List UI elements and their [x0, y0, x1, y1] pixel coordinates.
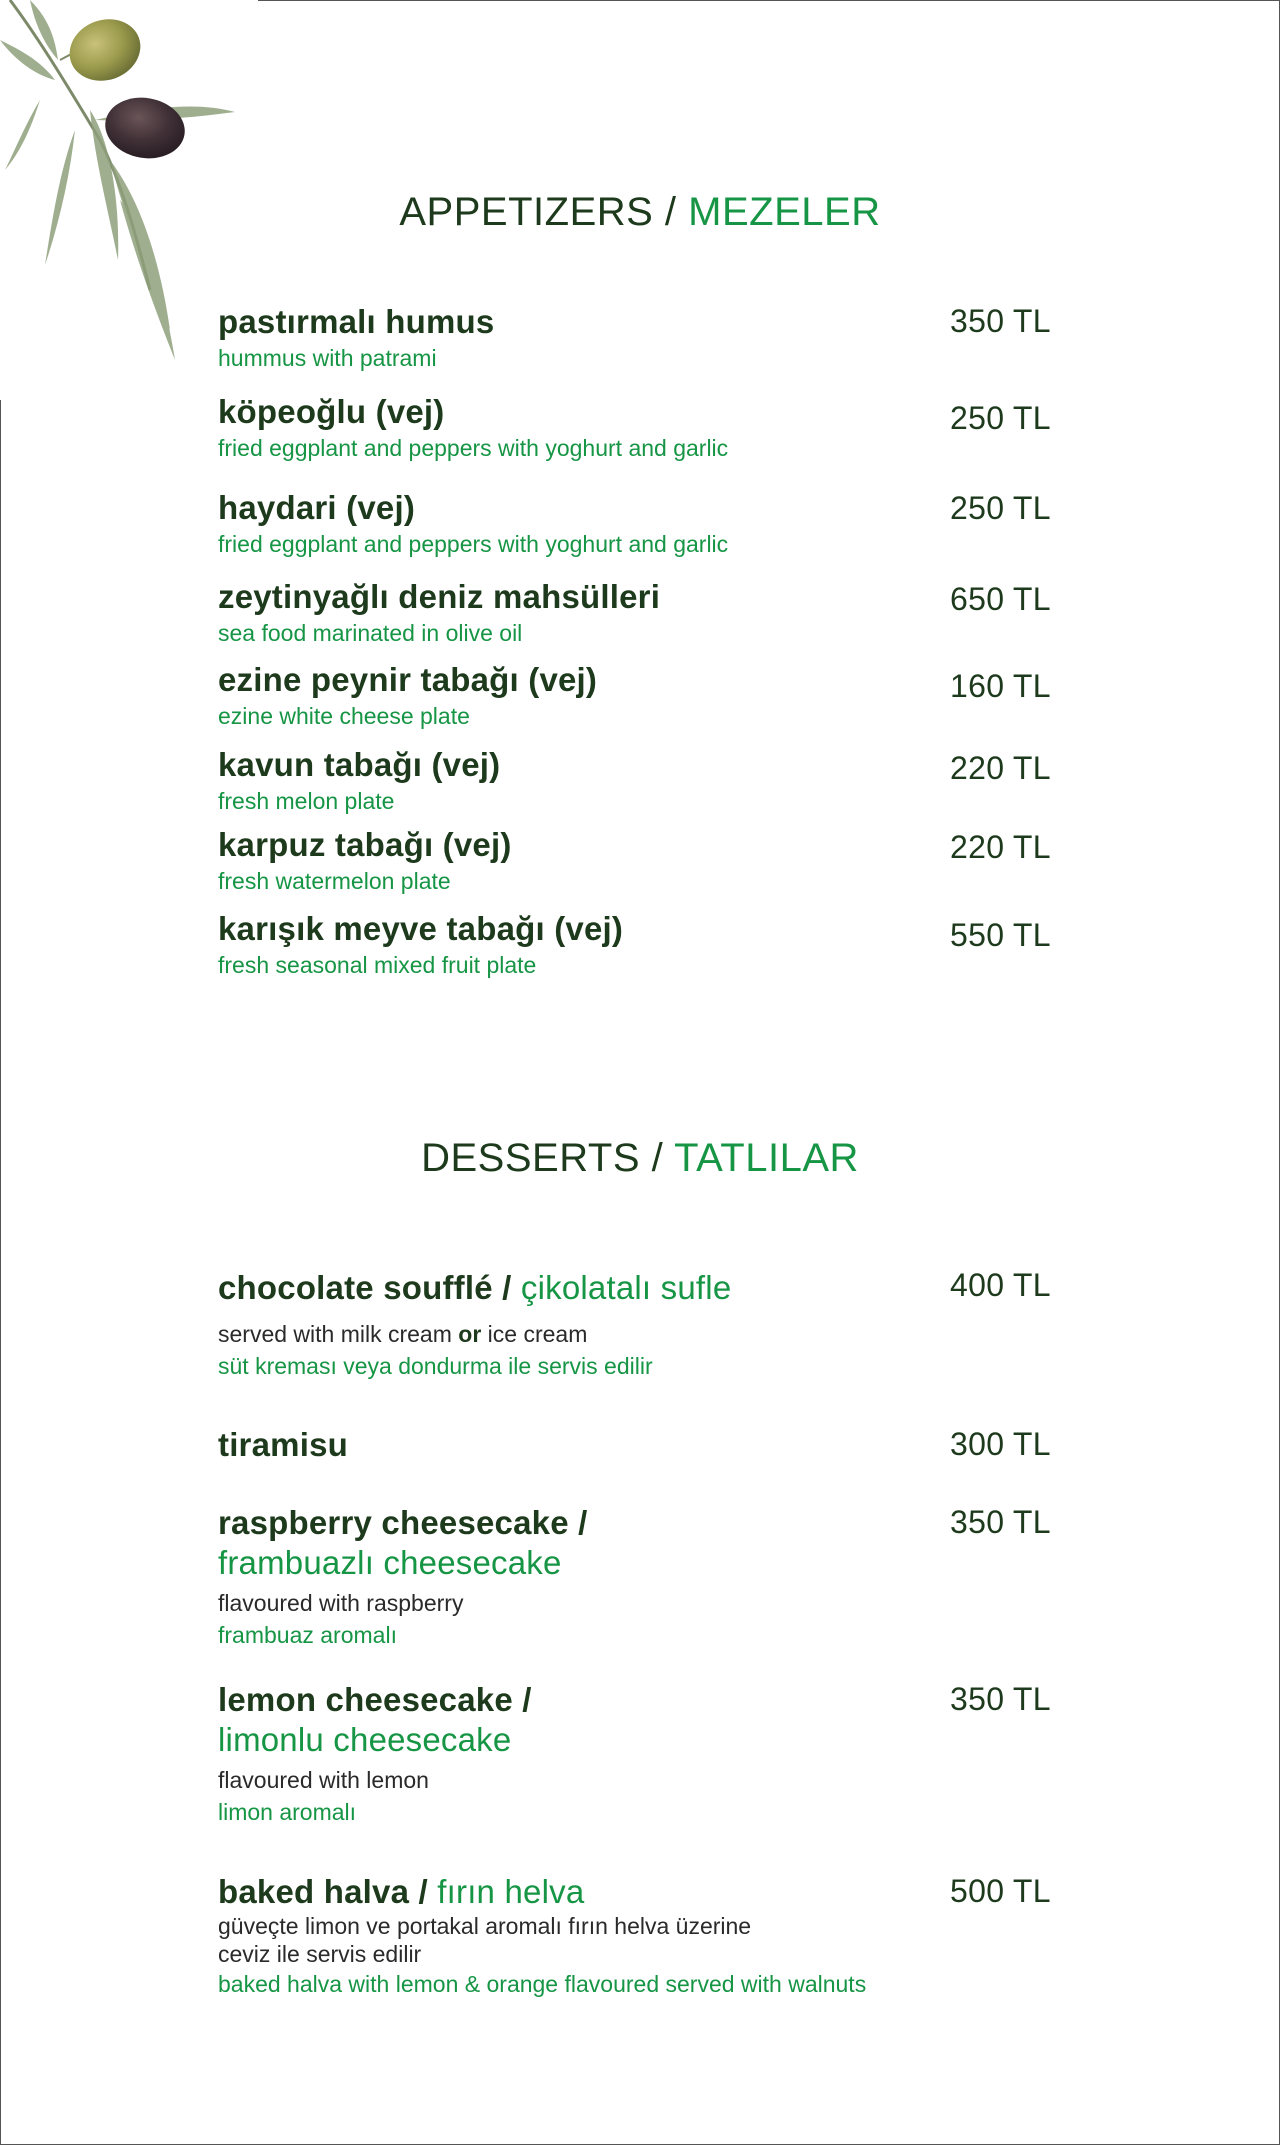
item-price: 550 TL [950, 917, 1051, 953]
item-price: 160 TL [950, 668, 1051, 704]
item-description-tr: süt kreması veya dondurma ile servis edilir [218, 1353, 653, 1379]
item-name: köpeoğlu (vej) [218, 393, 445, 430]
item-price: 650 TL [950, 581, 1051, 617]
menu-item [218, 577, 1078, 649]
name-separator: / [502, 1269, 512, 1306]
item-name-tr: çikolatalı sufle [520, 1269, 732, 1306]
appetizers-title-en: APPETIZERS / [399, 190, 677, 234]
item-name: karışık meyve tabağı (vej) [218, 910, 624, 947]
item-name [218, 1268, 1078, 1308]
menu-item [218, 745, 1078, 817]
item-name-en: raspberry cheesecake / [218, 1504, 588, 1541]
desc-or: or [458, 1321, 482, 1347]
item-name: kavun tabağı (vej) [218, 746, 501, 783]
item-name-tr: fırın helva [437, 1873, 585, 1910]
item-price: 300 TL [950, 1426, 1051, 1462]
menu-item [218, 302, 1078, 374]
item-price: 220 TL [950, 829, 1051, 865]
item-price: 220 TL [950, 750, 1051, 786]
item-price: 250 TL [950, 490, 1051, 526]
item-description: fried eggplant and peppers with yoghurt and garlic [218, 531, 729, 557]
item-name: pastırmalı humus [218, 303, 495, 340]
item-price: 350 TL [950, 1504, 1051, 1540]
item-name-en: baked halva [218, 1873, 410, 1910]
appetizers-title [0, 190, 1280, 235]
item-description-tr: limon aromalı [218, 1799, 357, 1825]
item-description-tr-1: güveçte limon ve portakal aromalı fırın helva üzerine [218, 1913, 752, 1939]
appetizers-title-tr: MEZELER [688, 190, 881, 234]
item-description-tr-2: ceviz ile servis edilir [218, 1941, 422, 1967]
menu-item [218, 488, 1078, 560]
menu-item [218, 660, 1078, 732]
item-name: karpuz tabağı (vej) [218, 826, 512, 863]
item-description-en: flavoured with lemon [218, 1767, 429, 1793]
item-name: haydari (vej) [218, 489, 416, 526]
item-name [218, 1872, 1078, 1912]
desc-part: served with milk cream [218, 1321, 452, 1347]
item-price: 250 TL [950, 400, 1051, 436]
menu-item [218, 1680, 1078, 1828]
item-price: 400 TL [950, 1267, 1051, 1303]
item-description-tr: frambuaz aromalı [218, 1622, 397, 1648]
item-description-en: flavoured with raspberry [218, 1590, 464, 1616]
item-description: hummus with patrami [218, 345, 437, 371]
item-description: fresh watermelon plate [218, 868, 451, 894]
item-name: zeytinyağlı deniz mahsülleri [218, 578, 661, 615]
menu-item [218, 1268, 1078, 1382]
item-name-tr: limonlu cheesecake [218, 1721, 512, 1758]
menu-item [218, 1503, 1078, 1651]
desserts-title-en: DESSERTS / [421, 1136, 664, 1180]
item-name: ezine peynir tabağı (vej) [218, 661, 598, 698]
item-price: 350 TL [950, 303, 1051, 339]
desserts-title [0, 1136, 1280, 1181]
item-description: fresh melon plate [218, 788, 395, 814]
item-name [218, 1503, 1078, 1583]
item-name [218, 1680, 1078, 1760]
desserts-title-tr: TATLILAR [674, 1136, 859, 1180]
item-name-en: chocolate soufflé [218, 1269, 493, 1306]
menu-item [218, 1872, 1078, 2000]
item-description: sea food marinated in olive oil [218, 620, 523, 646]
item-description-en [218, 1318, 1078, 1350]
item-description: fresh seasonal mixed fruit plate [218, 952, 537, 978]
menu-item [218, 825, 1078, 897]
menu-item [218, 909, 1078, 981]
item-price: 350 TL [950, 1681, 1051, 1717]
menu-item [218, 392, 1078, 464]
item-description-en: baked halva with lemon & orange flavoured served with walnuts [218, 1971, 867, 1997]
name-separator: / [418, 1873, 428, 1910]
item-name-tr: frambuazlı cheesecake [218, 1544, 562, 1581]
item-description: fried eggplant and peppers with yoghurt and garlic [218, 435, 729, 461]
item-name-en: lemon cheesecake / [218, 1681, 532, 1718]
desc-part: ice cream [487, 1321, 588, 1347]
item-price: 500 TL [950, 1873, 1051, 1909]
menu-item [218, 1425, 1078, 1465]
item-description: ezine white cheese plate [218, 703, 470, 729]
item-name: tiramisu [218, 1426, 348, 1463]
